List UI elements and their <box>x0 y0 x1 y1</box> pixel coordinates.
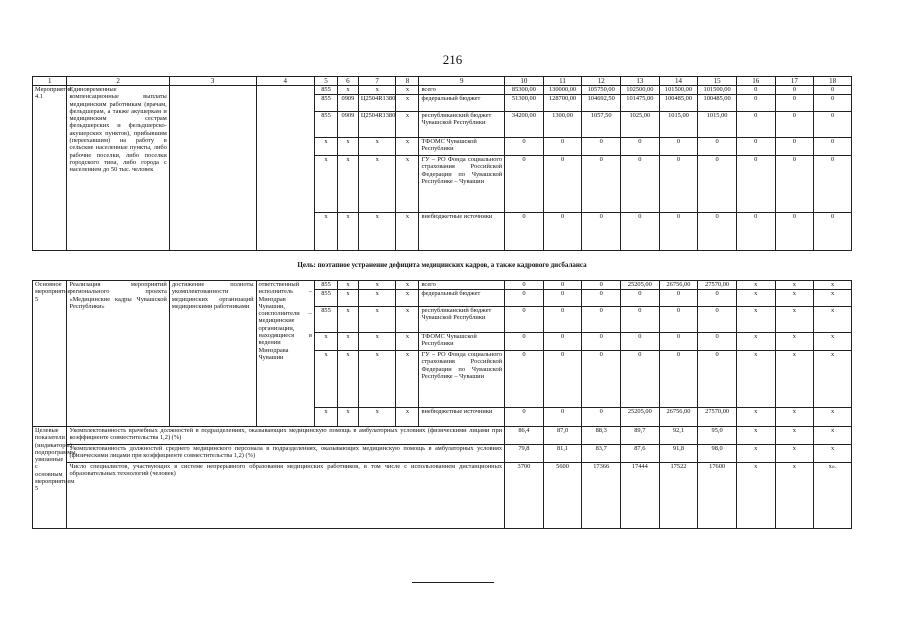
cell: 0 <box>621 138 660 156</box>
cell: x <box>315 408 338 427</box>
cell: 0 <box>736 86 775 95</box>
header-cell: 5 <box>315 77 338 86</box>
cell: x <box>358 333 396 351</box>
cell: x <box>775 281 814 290</box>
cell: x <box>396 112 419 138</box>
cell: x <box>358 408 396 427</box>
cell: 101500,00 <box>698 86 737 95</box>
header-cell: 18 <box>814 77 852 86</box>
cell: 0 <box>582 333 621 351</box>
cell: 0 <box>814 86 852 95</box>
cell: x <box>814 445 852 463</box>
cell: x <box>814 333 852 351</box>
cell: x <box>315 213 338 251</box>
cell: x <box>814 281 852 290</box>
target-text-cell: Укомплектованность должностей среднего медицинского персонала в подразделениях, оказывающих медицинскую помощь в амбулаторных условиях (физическими лицами при коэффициенте совместительства 1,2) (%) <box>67 445 505 463</box>
cell: x <box>736 445 775 463</box>
cell: 0909 <box>337 112 358 138</box>
header-cell: 8 <box>396 77 419 86</box>
cell: 855 <box>315 86 338 95</box>
cell: 0 <box>814 213 852 251</box>
cell: x <box>736 351 775 408</box>
cell: x <box>315 156 338 213</box>
cell: 87,6 <box>621 445 660 463</box>
cell: 98,0 <box>698 445 737 463</box>
cell: 0 <box>582 156 621 213</box>
cell: 1057,50 <box>582 112 621 138</box>
cell: 0 <box>736 112 775 138</box>
cell: 0 <box>659 213 698 251</box>
cell: 0 <box>543 281 582 290</box>
cell: x <box>358 281 396 290</box>
cell: 1025,00 <box>621 112 660 138</box>
cell: 128700,00 <box>543 95 582 112</box>
funding-source-cell: ТФОМС Чувашской Республики <box>419 138 505 156</box>
cell: x <box>775 463 814 529</box>
header-cell: 13 <box>621 77 660 86</box>
funding-source-cell: ТФОМС Чувашской Республики <box>419 333 505 351</box>
cell: 0 <box>659 156 698 213</box>
cell: x <box>736 408 775 427</box>
cell: 0 <box>505 213 544 251</box>
responsible-cell: ответственный исполнитель – Минздрав Чувашии, соисполнители – медицинские организации, находящиеся в ведении Минздрава Чувашии <box>256 281 314 427</box>
cell: 130000,00 <box>543 86 582 95</box>
funding-source-cell: всего <box>419 281 505 290</box>
table-row <box>33 86 852 95</box>
cell: x <box>337 86 358 95</box>
header-cell: 9 <box>419 77 505 86</box>
cell: x <box>775 333 814 351</box>
cell: 0 <box>582 138 621 156</box>
cell: 85300,00 <box>505 86 544 95</box>
cell: 0 <box>582 281 621 290</box>
cell: x <box>775 307 814 333</box>
cell: 0 <box>775 138 814 156</box>
cell: 0 <box>736 213 775 251</box>
cell: 855 <box>315 290 338 307</box>
cell: 27570,00 <box>698 281 737 290</box>
funding-source-cell: ГУ – РО Фонда социального страхования Российской Федерации по Чувашской Республике – Чувашии <box>419 351 505 408</box>
cell: x <box>814 408 852 427</box>
cell: 0 <box>698 307 737 333</box>
cell: x <box>315 138 338 156</box>
target-row <box>33 445 852 463</box>
cell: x <box>337 408 358 427</box>
header-cell: 1 <box>33 77 67 86</box>
cell: 0 <box>659 351 698 408</box>
event-id-cell: Основное мероприятие 5 <box>33 281 67 427</box>
header-cell: 16 <box>736 77 775 86</box>
cell: 0 <box>775 112 814 138</box>
event-description-cell: Единовременные компенсационные выплаты медицинским работникам (врачам, фельдшерам, а также акушеркам и медицинским сестрам фельдшерских и фельдшерско-акушерских пунктов), прибывшим (переехавшим) на работу в сельские населенные пункты, либо рабочие поселки, либо поселки городского типа, либо города с населением до 50 тыс. человек <box>67 86 169 251</box>
cell: 0 <box>659 138 698 156</box>
goal-heading: Цель: поэтапное устранение дефицита медицинских кадров, а также кадрового дисбаланса <box>297 260 587 269</box>
cell: Ц2504R1380 <box>358 95 396 112</box>
cell: x <box>775 427 814 445</box>
cell: x <box>358 307 396 333</box>
cell: 0 <box>698 333 737 351</box>
cell: x <box>396 213 419 251</box>
cell: x <box>775 445 814 463</box>
cell: 0 <box>543 213 582 251</box>
cell: 0 <box>543 307 582 333</box>
cell: 0 <box>621 290 660 307</box>
cell: 25205,00 <box>621 281 660 290</box>
cell: 855 <box>315 112 338 138</box>
cell: 0 <box>582 351 621 408</box>
cell: x <box>337 351 358 408</box>
cell: 26756,00 <box>659 281 698 290</box>
cell: 86,4 <box>505 427 544 445</box>
cell: 0 <box>543 351 582 408</box>
cell: 105750,00 <box>582 86 621 95</box>
cell: 34200,00 <box>505 112 544 138</box>
cell: 17522 <box>659 463 698 529</box>
cell: 88,3 <box>582 427 621 445</box>
cell: x <box>736 307 775 333</box>
cell: 79,8 <box>505 445 544 463</box>
cell: 0 <box>621 213 660 251</box>
cell: x <box>337 290 358 307</box>
targets-label-cell: Целевые показатели (индикаторы) подпрограммы, увязанные с основным мероприятием 5 <box>33 427 67 529</box>
cell: x <box>337 156 358 213</box>
page-number: 216 <box>442 52 463 67</box>
cell: 0 <box>736 138 775 156</box>
cell: 91,8 <box>659 445 698 463</box>
header-cell: 6 <box>337 77 358 86</box>
cell: 26756,00 <box>659 408 698 427</box>
target-row <box>33 463 852 529</box>
cell: 0 <box>582 408 621 427</box>
target-text-cell: Число специалистов, участвующих в системе непрерывного образования медицинских работников, в том числе с использованием дистанционных образовательных технологий (человек) <box>67 463 505 529</box>
header-cell: 2 <box>67 77 169 86</box>
cell: 0 <box>543 333 582 351</box>
cell: 0 <box>814 95 852 112</box>
cell: 0 <box>736 95 775 112</box>
cell: 0 <box>543 408 582 427</box>
cell: 0 <box>659 307 698 333</box>
cell: 0 <box>775 86 814 95</box>
goal-description-cell: достижение полноты укомплектованности медицинских организаций медицинскими работниками <box>169 281 256 427</box>
cell: x <box>396 333 419 351</box>
cell: 17444 <box>621 463 660 529</box>
funding-source-cell: федеральный бюджет <box>419 290 505 307</box>
cell: 104692,50 <box>582 95 621 112</box>
cell: 0 <box>775 156 814 213</box>
cell: 89,7 <box>621 427 660 445</box>
cell: 0 <box>505 333 544 351</box>
cell: x <box>396 290 419 307</box>
cell: x <box>814 351 852 408</box>
cell: x <box>775 351 814 408</box>
cell: 0 <box>582 213 621 251</box>
cell: x <box>396 156 419 213</box>
cell: 0 <box>582 307 621 333</box>
funding-source-cell: республиканский бюджет Чувашской Республики <box>419 307 505 333</box>
funding-source-cell: федеральный бюджет <box>419 95 505 112</box>
cell: 0 <box>505 281 544 290</box>
cell: 92,1 <box>659 427 698 445</box>
goal-row <box>33 251 852 281</box>
header-cell: 3 <box>169 77 256 86</box>
cell: 81,1 <box>543 445 582 463</box>
cell: 100485,00 <box>698 95 737 112</box>
cell: 0 <box>775 95 814 112</box>
cell: 0909 <box>337 95 358 112</box>
cell: 95,0 <box>698 427 737 445</box>
empty-cell <box>169 86 256 251</box>
cell: 0 <box>543 290 582 307</box>
funding-source-cell: ГУ – РО Фонда социального страхования Российской Федерации по Чувашской Республике – Чувашии <box>419 156 505 213</box>
cell: 0 <box>582 290 621 307</box>
header-cell: 17 <box>775 77 814 86</box>
header-cell: 11 <box>543 77 582 86</box>
target-text-cell: Укомплектованность врачебных должностей в подразделениях, оказывающих медицинскую помощь в амбулаторных условиях (физическими лицами при коэффициенте совместительства 1,2) (%) <box>67 427 505 445</box>
cell: 0 <box>621 156 660 213</box>
event-description-cell: Реализация мероприятий регионального проекта «Медицинские кадры Чувашской Республики» <box>67 281 169 427</box>
cell: 0 <box>621 351 660 408</box>
cell: 855 <box>315 281 338 290</box>
cell: 0 <box>698 156 737 213</box>
header-cell: 15 <box>698 77 737 86</box>
cell: x <box>337 138 358 156</box>
footer-divider <box>412 582 494 583</box>
empty-cell <box>256 86 314 251</box>
cell: 855 <box>315 95 338 112</box>
cell: 0 <box>659 333 698 351</box>
cell: 0 <box>698 213 737 251</box>
cell: 87,0 <box>543 427 582 445</box>
header-cell: 7 <box>358 77 396 86</box>
cell: x <box>736 333 775 351</box>
cell: 0 <box>814 138 852 156</box>
cell: 0 <box>698 351 737 408</box>
cell: 0 <box>505 351 544 408</box>
header-cell: 14 <box>659 77 698 86</box>
cell: 0 <box>505 408 544 427</box>
cell: x <box>814 427 852 445</box>
cell: 0 <box>659 290 698 307</box>
cell: 25205,00 <box>621 408 660 427</box>
header-cell: 12 <box>582 77 621 86</box>
header-cell: 4 <box>256 77 314 86</box>
cell: x <box>396 95 419 112</box>
cell: x <box>736 427 775 445</box>
cell: 51300,00 <box>505 95 544 112</box>
cell: x <box>736 463 775 529</box>
cell: 0 <box>543 156 582 213</box>
cell: 5600 <box>543 463 582 529</box>
funding-source-cell: внебюджетные источники <box>419 213 505 251</box>
cell: 0 <box>775 213 814 251</box>
funding-source-cell: внебюджетные источники <box>419 408 505 427</box>
cell: x <box>736 281 775 290</box>
cell: x <box>814 307 852 333</box>
event-id-cell: Мероприятие 4.1 <box>33 86 67 251</box>
cell: 855 <box>315 307 338 333</box>
cell: x <box>337 213 358 251</box>
cell: 1015,00 <box>698 112 737 138</box>
cell: 17366 <box>582 463 621 529</box>
cell: x <box>396 138 419 156</box>
cell: 27570,00 <box>698 408 737 427</box>
cell: x <box>315 333 338 351</box>
table-row <box>33 281 852 290</box>
header-cell: 10 <box>505 77 544 86</box>
cell: x <box>358 156 396 213</box>
funding-source-cell: всего <box>419 86 505 95</box>
cell: 0 <box>621 307 660 333</box>
cell: x <box>358 290 396 307</box>
cell: x <box>337 307 358 333</box>
cell: x <box>337 281 358 290</box>
program-table <box>32 76 852 529</box>
cell: 1300,00 <box>543 112 582 138</box>
cell: x <box>736 290 775 307</box>
cell: 102500,00 <box>621 86 660 95</box>
cell: x <box>358 351 396 408</box>
cell: 3700 <box>505 463 544 529</box>
target-row <box>33 427 852 445</box>
cell: 17600 <box>698 463 737 529</box>
cell: 0 <box>621 333 660 351</box>
cell: x <box>358 86 396 95</box>
cell: 0 <box>543 138 582 156</box>
cell: 0 <box>736 156 775 213</box>
cell: x <box>396 281 419 290</box>
cell: 0 <box>814 156 852 213</box>
cell: Ц2504R1380 <box>358 112 396 138</box>
cell: 0 <box>505 290 544 307</box>
cell: 0 <box>814 112 852 138</box>
cell: x <box>396 307 419 333</box>
cell: 100485,00 <box>659 95 698 112</box>
cell: x <box>775 290 814 307</box>
cell: x <box>396 408 419 427</box>
cell: 0 <box>505 156 544 213</box>
cell: 0 <box>698 138 737 156</box>
cell: x <box>358 213 396 251</box>
cell: x <box>775 408 814 427</box>
cell: x <box>396 86 419 95</box>
cell: x <box>814 290 852 307</box>
cell: 101475,00 <box>621 95 660 112</box>
cell: x <box>358 138 396 156</box>
cell: 101500,00 <box>659 86 698 95</box>
cell: x <box>315 351 338 408</box>
column-number-row <box>33 77 852 86</box>
cell: 1015,00 <box>659 112 698 138</box>
cell: 0 <box>505 138 544 156</box>
cell: x». <box>814 463 852 529</box>
cell: 0 <box>698 290 737 307</box>
cell: 83,7 <box>582 445 621 463</box>
cell: 0 <box>505 307 544 333</box>
cell: x <box>396 351 419 408</box>
funding-source-cell: республиканский бюджет Чувашской Республики <box>419 112 505 138</box>
cell: x <box>337 333 358 351</box>
